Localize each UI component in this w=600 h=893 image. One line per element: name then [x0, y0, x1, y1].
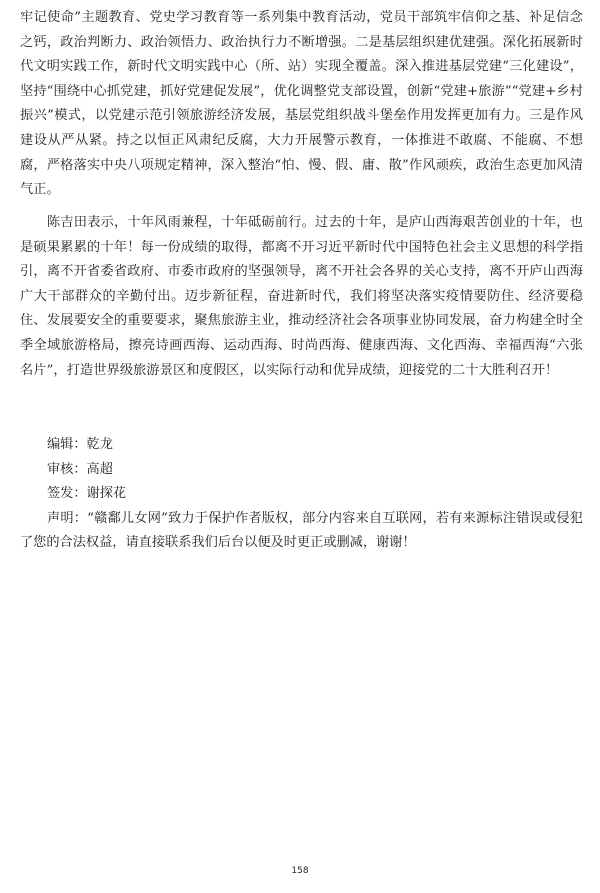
body-paragraph-1: 牢记使命”主题教育、党史学习教育等一系列集中教育活动，党员干部筑牢信仰之基、补足信念之钙，政治判断力、政治领悟力、政治执行力不断增强。二是基层组织建优建强。深化拓展新时代文明实践工作，新时代文明实践中心（所、站）实现全覆盖。深入推进基层党建“三化建设”，坚持“围绕中心抓党建，抓好党建促发展”，优化调整党支部设置，创新“党建+旅游”“党建+乡村振兴”模式，以党建示范引领旅游经济发展，基层党组织战斗堡垒作用发挥更加有力。三是作风建设从严从紧。持之以恒正风肃纪反腐，大力开展警示教育，一体推进不敢腐、不能腐、不想腐，严格落实中央八项规定精神，深入整治“怕、慢、假、庸、散”作风顽疾，政治生态更加风清气正。	[20, 10, 583, 198]
copyright-notice: 声明：“赣鄱儿女网”致力于保护作者版权，部分内容来自互联网，若有来源标注错误或侵犯了您的合法权益，请直接联系我们后台以便及时更正或删减，谢谢！	[20, 510, 583, 551]
reviewer-credit: 审核：高超	[47, 461, 113, 477]
body-paragraph-2: 陈吉田表示，十年风雨兼程，十年砥砺前行。过去的十年，是庐山西海艰苦创业的十年，也是硕果累累的十年！每一份成绩的取得，都离不开习近平新时代中国特色社会主义思想的科学指引，离不开省委省政府、市委市政府的坚强领导，离不开社会各界的关心支持，离不开庐山西海广大干部群众的辛勤付出。迈步新征程，奋进新时代，我们将坚决落实疫情要防住、经济要稳住、发展要安全的重要要求，聚焦旅游主业，推动经济社会各项事业协同发展，奋力构建全时全季全域旅游格局，擦亮诗画西海、运动西海、时尚西海、健康西海、文化西海、幸福西海“六张名片”，打造世界级旅游景区和度假区，以实际行动和优异成绩，迎接党的二十大胜利召开！	[20, 215, 583, 378]
credits-block	[20, 433, 583, 556]
approver-credit: 签发：谢探花	[47, 486, 127, 502]
page-number: 158	[291, 866, 309, 876]
editor-credit: 编辑：乾龙	[47, 437, 113, 452]
